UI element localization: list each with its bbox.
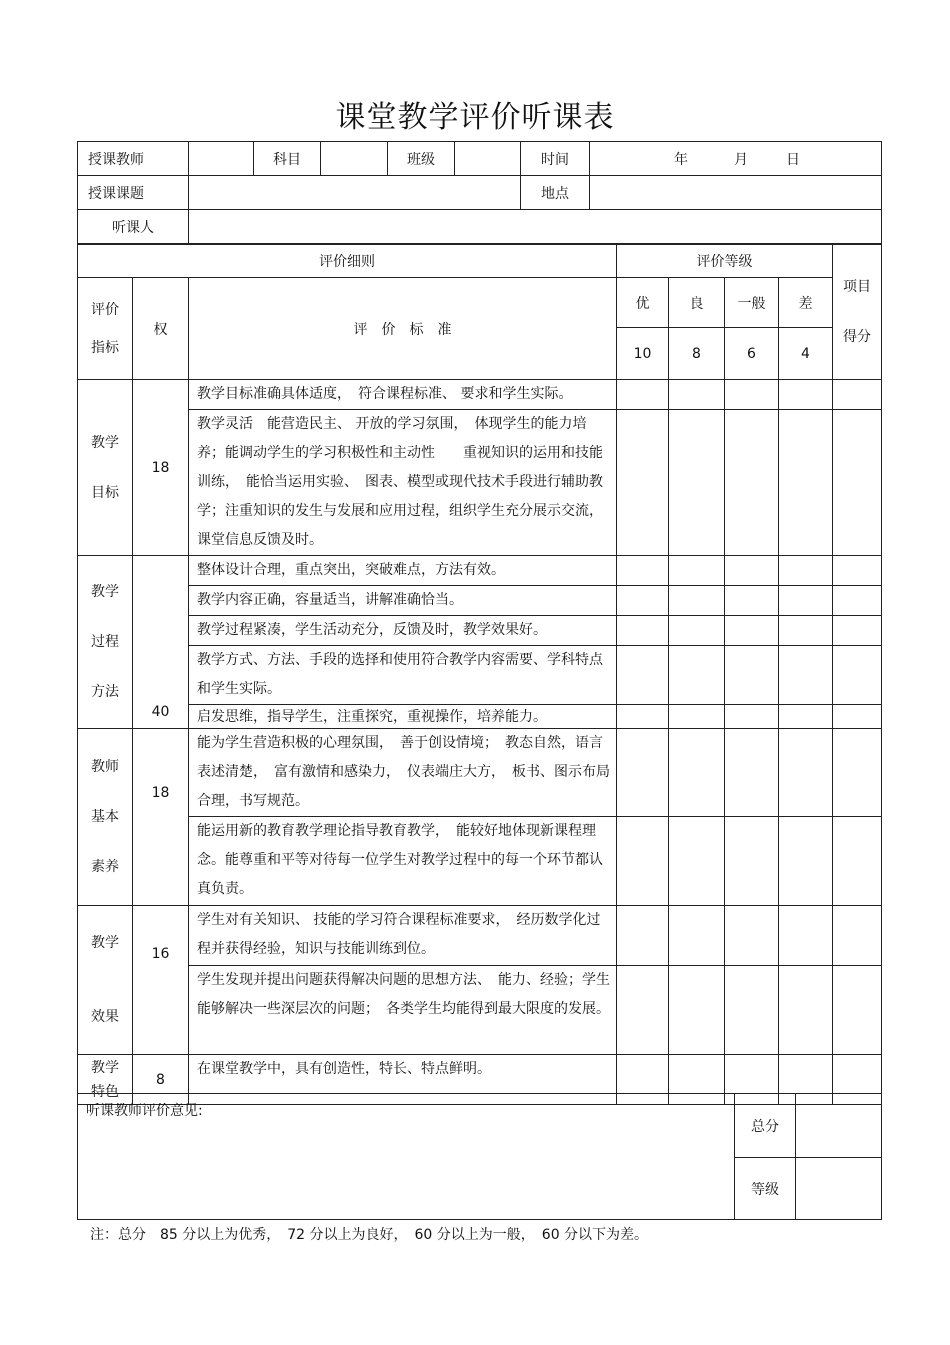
- page-title: 课堂教学评价听课表: [335, 100, 615, 135]
- grade-cell[interactable]: [725, 410, 779, 556]
- grade-cell[interactable]: [725, 586, 779, 616]
- item-score-cell[interactable]: [833, 966, 882, 1055]
- grade-cell[interactable]: [617, 410, 669, 556]
- level-good: 良: [669, 278, 725, 328]
- criterion-text: 启发思维，指导学生，注重探究，重视操作，培养能力。: [189, 705, 617, 729]
- item-score-cell[interactable]: [833, 410, 882, 556]
- date-field[interactable]: [590, 142, 882, 176]
- month-label: 月: [734, 151, 748, 168]
- place-label: 地点: [521, 176, 590, 210]
- item-score-cell[interactable]: [833, 380, 882, 410]
- total-field[interactable]: [796, 1094, 882, 1158]
- score-good: 8: [669, 328, 725, 380]
- score-poor: 4: [779, 328, 833, 380]
- grade-cell[interactable]: [779, 966, 833, 1055]
- grade-field[interactable]: [796, 1158, 882, 1220]
- criterion-text: 教学内容正确，容量适当，讲解准确恰当。: [189, 586, 617, 616]
- grade-cell[interactable]: [779, 586, 833, 616]
- grade-cell[interactable]: [669, 906, 725, 966]
- grade-cell[interactable]: [725, 729, 779, 817]
- evaluation-table: [77, 244, 882, 1105]
- item-score-cell[interactable]: [833, 586, 882, 616]
- grade-cell[interactable]: [779, 817, 833, 906]
- grade-cell[interactable]: [669, 705, 725, 729]
- class-label: 班级: [388, 142, 455, 176]
- grade-cell[interactable]: [617, 586, 669, 616]
- grade-cell[interactable]: [669, 586, 725, 616]
- grade-cell[interactable]: [617, 705, 669, 729]
- teacher-field[interactable]: [189, 142, 254, 176]
- grade-cell[interactable]: [617, 380, 669, 410]
- criterion-text: 学生对有关知识、 技能的学习符合课程标准要求， 经历数学化过程并获得经验，知识与技能训练到位。: [189, 906, 617, 966]
- weight-cell: 8: [133, 1055, 189, 1105]
- grade-cell[interactable]: [617, 817, 669, 906]
- grade-cell[interactable]: [617, 966, 669, 1055]
- teacher-label: 授课教师: [78, 142, 189, 176]
- footnote: 注：总分 85 分以上为优秀， 72 分以上为良好， 60 分以上为一般， 60 分以下为差。: [90, 1227, 649, 1243]
- topic-label: 授课课题: [78, 176, 189, 210]
- item-score-cell[interactable]: [833, 556, 882, 586]
- weight-header: 权: [133, 278, 189, 380]
- grade-cell[interactable]: [617, 906, 669, 966]
- header-info-table: [77, 141, 882, 244]
- grade-cell[interactable]: [725, 556, 779, 586]
- level-excellent: 优: [617, 278, 669, 328]
- weight-cell: 18: [133, 729, 189, 906]
- footer-table: [77, 1093, 882, 1220]
- indicator-cell: 教学 目标: [78, 380, 133, 556]
- grade-cell[interactable]: [725, 966, 779, 1055]
- item-score-header: 项目 得分: [833, 245, 882, 380]
- weight-cell: 40: [133, 556, 189, 729]
- grade-cell[interactable]: [669, 729, 725, 817]
- level-header: 评价等级: [617, 245, 833, 278]
- indicator-cell: 教学 特色: [78, 1055, 133, 1105]
- topic-field[interactable]: [189, 176, 521, 210]
- detail-header: 评价细则: [78, 245, 617, 278]
- grade-cell[interactable]: [669, 380, 725, 410]
- grade-cell[interactable]: [725, 906, 779, 966]
- grade-cell[interactable]: [779, 410, 833, 556]
- criterion-text: 教学灵活 能营造民主、 开放的学习氛围， 体现学生的能力培养；能调动学生的学习积极性和主动性 重视知识的运用和技能训练， 能恰当运用实验、 图表、模型或现代技术手段进行辅助教学；注重知识的发生与发展和应用过程，组织学生充分展示交流，课堂信息反馈及时。: [189, 410, 617, 556]
- year-label: 年: [674, 151, 688, 168]
- grade-cell[interactable]: [725, 380, 779, 410]
- grade-cell[interactable]: [725, 646, 779, 705]
- item-score-cell[interactable]: [833, 729, 882, 817]
- weight-cell: 18: [133, 380, 189, 556]
- listener-field[interactable]: [189, 210, 882, 244]
- time-label: 时间: [521, 142, 590, 176]
- grade-cell[interactable]: [779, 705, 833, 729]
- indicator-cell: 教学 过程 方法: [78, 556, 133, 729]
- indicator-cell: 教师 基本 素养: [78, 729, 133, 906]
- item-score-cell[interactable]: [833, 646, 882, 705]
- criterion-text: 学生发现并提出问题获得解决问题的思想方法、 能力、经验；学生能够解决一些深层次的问题； 各类学生均能得到最大限度的发展。: [189, 966, 617, 1055]
- grade-cell[interactable]: [617, 616, 669, 646]
- grade-cell[interactable]: [617, 556, 669, 586]
- criterion-text: 在课堂教学中，具有创造性，特长、特点鲜明。: [189, 1055, 617, 1105]
- criterion-text: 教学过程紧凑，学生活动充分，反馈及时，教学效果好。: [189, 616, 617, 646]
- weight-cell: 16: [133, 906, 189, 1055]
- indicator-header: 评价 指标: [78, 278, 133, 380]
- grade-cell[interactable]: [725, 705, 779, 729]
- level-poor: 差: [779, 278, 833, 328]
- item-score-cell[interactable]: [833, 817, 882, 906]
- grade-cell[interactable]: [779, 380, 833, 410]
- subject-label: 科目: [254, 142, 321, 176]
- criterion-text: 教学目标准确具体适度， 符合课程标准、 要求和学生实际。: [189, 380, 617, 410]
- grade-cell[interactable]: [669, 817, 725, 906]
- criterion-text: 整体设计合理，重点突出，突破难点，方法有效。: [189, 556, 617, 586]
- grade-cell[interactable]: [779, 616, 833, 646]
- indicator-cell: 教学 效果: [78, 906, 133, 1055]
- comment-label: 听课教师评价意见:: [86, 1103, 203, 1119]
- total-label: 总分: [735, 1094, 796, 1158]
- class-field[interactable]: [455, 142, 521, 176]
- item-score-cell[interactable]: [833, 906, 882, 966]
- grade-cell[interactable]: [779, 556, 833, 586]
- grade-cell[interactable]: [617, 729, 669, 817]
- grade-cell[interactable]: [617, 646, 669, 705]
- grade-cell[interactable]: [669, 616, 725, 646]
- grade-cell[interactable]: [725, 616, 779, 646]
- grade-cell[interactable]: [725, 817, 779, 906]
- criterion-text: 教学方式、方法、手段的选择和使用符合教学内容需要、学科特点和学生实际。: [189, 646, 617, 705]
- item-score-cell[interactable]: [833, 705, 882, 729]
- day-label: 日: [786, 151, 800, 168]
- grade-label: 等级: [735, 1158, 796, 1220]
- grade-cell[interactable]: [669, 966, 725, 1055]
- grade-cell[interactable]: [779, 646, 833, 705]
- score-excellent: 10: [617, 328, 669, 380]
- item-score-cell[interactable]: [833, 616, 882, 646]
- criterion-text: 能为学生营造积极的心理氛围， 善于创设情境； 教态自然，语言表述清楚， 富有激情和感染力， 仪表端庄大方， 板书、图示布局合理，书写规范。: [189, 729, 617, 817]
- grade-cell[interactable]: [669, 646, 725, 705]
- score-fair: 6: [725, 328, 779, 380]
- grade-cell[interactable]: [669, 410, 725, 556]
- listener-label: 听课人: [78, 210, 189, 244]
- grade-cell[interactable]: [779, 729, 833, 817]
- standard-header: 评 价 标 准: [189, 278, 617, 380]
- subject-field[interactable]: [321, 142, 388, 176]
- level-fair: 一般: [725, 278, 779, 328]
- grade-cell[interactable]: [779, 906, 833, 966]
- criterion-text: 能运用新的教育教学理论指导教育教学， 能较好地体现新课程理念。能尊重和平等对待每一位学生对教学过程中的每一个环节都认真负责。: [189, 817, 617, 906]
- comment-area[interactable]: [78, 1094, 735, 1220]
- place-field[interactable]: [590, 176, 882, 210]
- grade-cell[interactable]: [669, 556, 725, 586]
